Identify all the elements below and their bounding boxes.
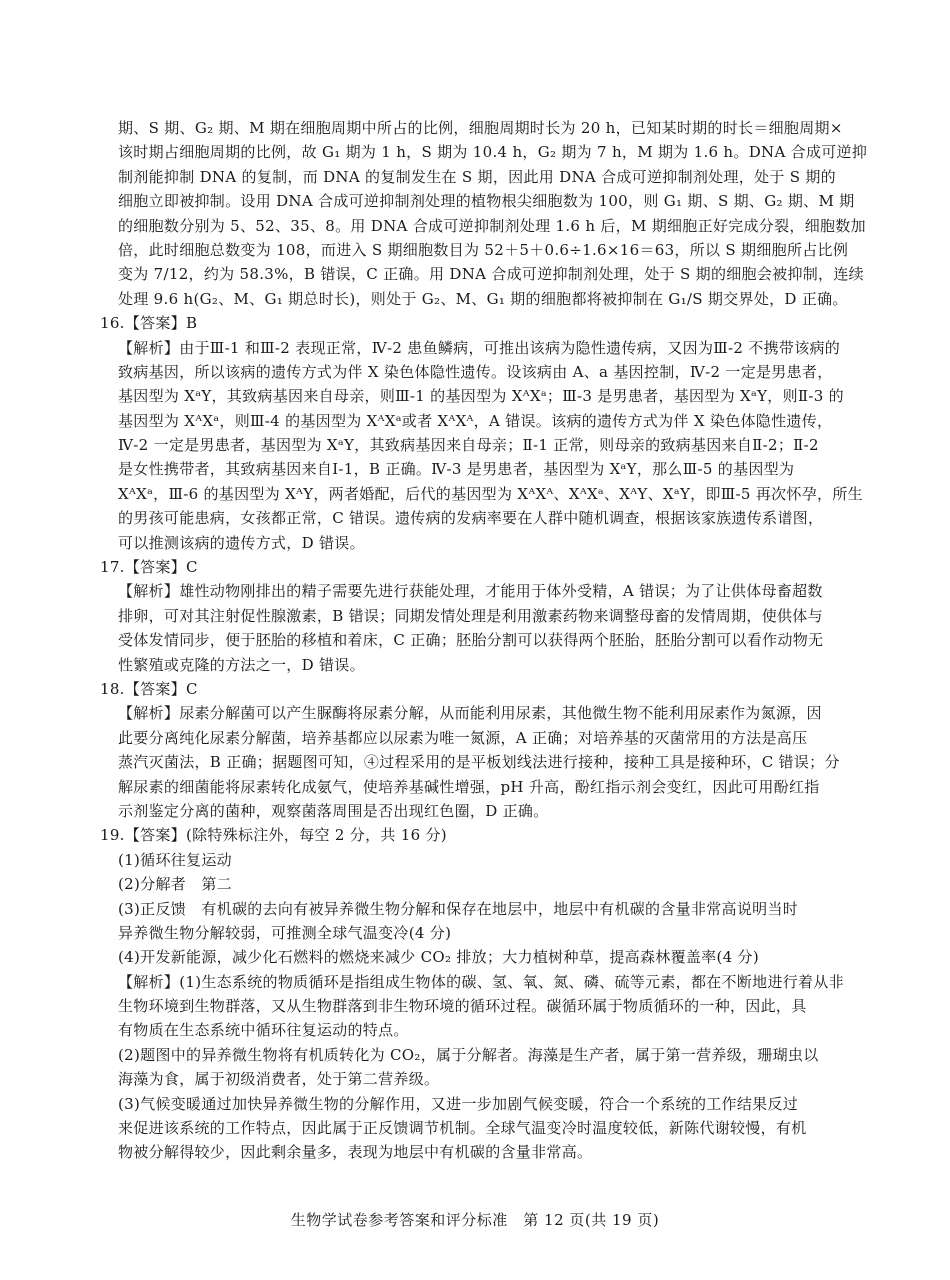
text-line: 蒸汽灭菌法，B 正确；据题图可知，④过程采用的是平板划线法进行接种，接种工具是接种环，C 错误；分 bbox=[118, 753, 840, 772]
text-line: (4)开发新能源，减少化石燃料的燃烧来减少 CO₂ 排放；大力植树种草，提高森林覆盖率(4 分) bbox=[118, 948, 759, 967]
text-line: 受体发情同步，便于胚胎的移植和着床，C 正确；胚胎分割可以获得两个胚胎，胚胎分割可以看作动物无 bbox=[118, 631, 824, 650]
text-line: (3)正反馈 有机碳的去向有被异养微生物分解和保存在地层中，地层中有机碳的含量非常高说明当时 bbox=[118, 899, 799, 918]
text-line: 基因型为 XᵃY，其致病基因来自母亲，则Ⅲ-1 的基因型为 XᴬXᵃ；Ⅲ-3 是男患者，基因型为 XᵃY，则Ⅱ-3 的 bbox=[118, 387, 844, 406]
text-line: 生物环境到生物群落，又从生物群落到非生物环境的循环过程。碳循环属于物质循环的一种，因此，具 bbox=[118, 997, 807, 1016]
text-line: (2)题图中的异养微生物将有机质转化为 CO₂，属于分解者。海藻是生产者，属于第一营养级，珊瑚虫以 bbox=[118, 1045, 819, 1064]
text-line: 是女性携带者，其致病基因来自Ⅰ-1，B 正确。Ⅳ-3 是男患者，基因型为 XᵃY，那么Ⅲ-5 的基因型为 bbox=[118, 460, 795, 479]
text-line: 可以推测该病的遗传方式，D 错误。 bbox=[118, 533, 365, 552]
text-line: 期、S 期、G₂ 期、M 期在细胞周期中所占的比例，细胞周期时长为 20 h，已知某时期的时长＝细胞周期× bbox=[118, 119, 843, 137]
text-line: 倍，此时细胞总数变为 108，而进入 S 期细胞数目为 52＋5＋0.6÷1.6×16＝63，所以 S 期细胞所占比例 bbox=[118, 240, 849, 259]
question-answer-heading: 18.【答案】C bbox=[100, 679, 198, 698]
text-line: 【解析】尿素分解菌可以产生脲酶将尿素分解，从而能利用尿素，其他微生物不能利用尿素作为氮源，因 bbox=[118, 704, 822, 723]
text-line: 排卵，可对其注射促性腺激素，B 错误；同期发情处理是利用激素药物来调整母畜的发情周期，使供体与 bbox=[118, 606, 823, 625]
question-answer-heading: 16.【答案】B bbox=[100, 314, 198, 333]
text-line: 解尿素的细菌能将尿素转化成氨气，使培养基碱性增强，pH 升高，酚红指示剂会变红，因此可用酚红指 bbox=[118, 777, 820, 796]
text-line: (3)气候变暖通过加快异养微生物的分解作用，又进一步加剧气候变暖，符合一个系统的工作结果反过 bbox=[118, 1094, 799, 1113]
text-line: Ⅳ-2 一定是男患者，基因型为 XᵃY，其致病基因来自母亲；Ⅱ-1 正常，则母亲的致病基因来自Ⅱ-2；Ⅱ-2 bbox=[118, 436, 819, 455]
text-line: 的男孩可能患病，女孩都正常，C 错误。遗传病的发病率要在人群中随机调查，根据该家族遗传系谱图， bbox=[118, 509, 824, 528]
text-line: 【解析】由于Ⅲ-1 和Ⅲ-2 表现正常，Ⅳ-2 患鱼鳞病，可推出该病为隐性遗传病，又因为Ⅲ-2 不携带该病的 bbox=[118, 338, 841, 357]
page-footer: 生物学试卷参考答案和评分标准 第 12 页(共 19 页) bbox=[290, 1211, 660, 1229]
question-answer-heading: 19.【答案】(除特殊标注外，每空 2 分，共 16 分) bbox=[100, 826, 447, 845]
text-line: 示剂鉴定分离的菌种，观察菌落周围是否出现红色圈，D 正确。 bbox=[118, 801, 549, 820]
text-line: 异养微生物分解较弱，可推测全球气温变冷(4 分) bbox=[118, 923, 452, 942]
text-line: 【解析】雄性动物刚排出的精子需要先进行获能处理，才能用于体外受精，A 错误；为了让供体母畜超数 bbox=[118, 582, 823, 601]
text-line: 物被分解得较少，因此剩余量多，表现为地层中有机碳的含量非常高。 bbox=[118, 1143, 593, 1162]
text-line: 性繁殖或克隆的方法之一，D 错误。 bbox=[118, 655, 365, 674]
text-line: 变为 7/12，约为 58.3%，B 错误，C 正确。用 DNA 合成可逆抑制剂处理，处于 S 期的细胞会被抑制，连续 bbox=[118, 265, 864, 284]
text-line: 【解析】(1)生态系统的物质循环是指组成生物体的碳、氢、氧、氮、磷、硫等元素，都在不断地进行着从非 bbox=[118, 972, 844, 991]
text-line: (2)分解者 第二 bbox=[118, 875, 232, 894]
text-line: (1)循环往复运动 bbox=[118, 850, 232, 869]
question-answer-heading: 17.【答案】C bbox=[100, 558, 198, 577]
text-line: 处理 9.6 h(G₂、M、G₁ 期总时长)，则处于 G₂、M、G₁ 期的细胞都将被抑制在 G₁/S 期交界处，D 正确。 bbox=[118, 289, 848, 308]
text-line: 细胞立即被抑制。设用 DNA 合成可逆抑制剂处理的植物根尖细胞数为 100，则 G₁ 期、S 期、G₂ 期、M 期 bbox=[118, 192, 855, 211]
text-line: 的细胞数分别为 5、52、35、8。用 DNA 合成可逆抑制剂处理 1.6 h 后，M 期细胞正好完成分裂，细胞数加 bbox=[118, 216, 866, 235]
text-line: 制剂能抑制 DNA 的复制，而 DNA 的复制发生在 S 期，因此用 DNA 合成可逆抑制剂处理，处于 S 期的 bbox=[118, 167, 836, 186]
text-line: 该时期占细胞周期的比例，故 G₁ 期为 1 h，S 期为 10.4 h，G₂ 期为 7 h，M 期为 1.6 h。DNA 合成可逆抑 bbox=[118, 143, 868, 162]
text-line: 此要分离纯化尿素分解菌，培养基都应以尿素为唯一氮源，A 正确；对培养基的灭菌常用的方法是高压 bbox=[118, 728, 808, 747]
text-line: 基因型为 XᴬXᵃ，则Ⅲ-4 的基因型为 XᴬXᵃ或者 XᴬXᴬ，A 错误。该病的遗传方式为伴 X 染色体隐性遗传， bbox=[118, 411, 833, 430]
text-line: 致病基因，所以该病的遗传方式为伴 X 染色体隐性遗传。设该病由 A、a 基因控制，Ⅳ-2 一定是男患者， bbox=[118, 362, 833, 381]
text-line: 有物质在生态系统中循环往复运动的特点。 bbox=[118, 1021, 409, 1040]
text-line: 海藻为食，属于初级消费者，处于第二营养级。 bbox=[118, 1070, 440, 1089]
text-line: 来促进该系统的工作特点，因此属于正反馈调节机制。全球气温变冷时温度较低，新陈代谢较慢，有机 bbox=[118, 1119, 807, 1138]
answer-text-body bbox=[100, 116, 868, 1165]
text-line: XᴬXᵃ，Ⅲ-6 的基因型为 XᴬY，两者婚配，后代的基因型为 XᴬXᴬ、XᴬXᵃ、XᴬY、XᵃY，即Ⅲ-5 再次怀孕，所生 bbox=[118, 484, 863, 503]
